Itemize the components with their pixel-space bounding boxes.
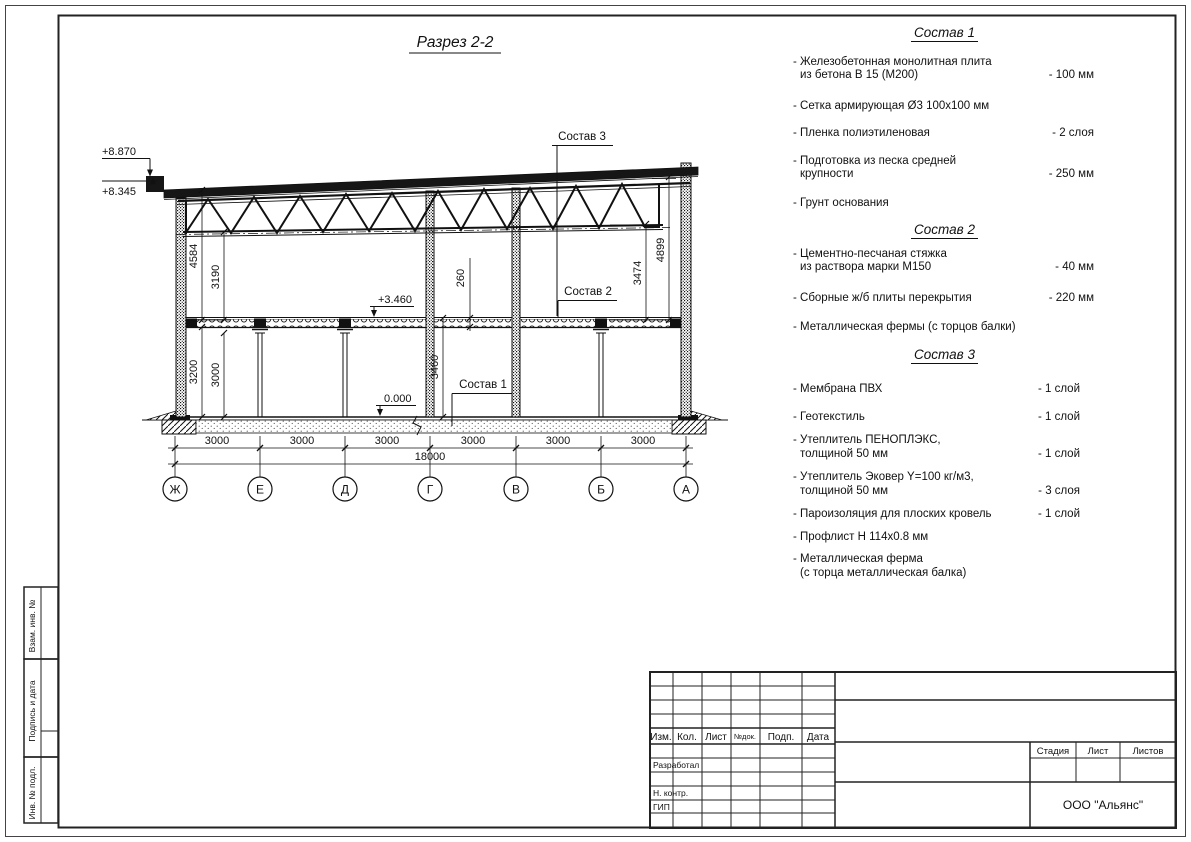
- drawing-title: [409, 34, 501, 53]
- side-stamp-labels: [27, 600, 37, 820]
- dim-span-3: 3000: [374, 435, 400, 447]
- dim-span-2: 3000: [289, 435, 315, 447]
- dim-3460: 3460: [429, 354, 441, 380]
- wall-axis-zh: [176, 198, 186, 417]
- wall-axis-v: [512, 188, 520, 417]
- page-title: Разрез 2-2: [416, 34, 494, 51]
- axis-d: Д: [340, 482, 350, 497]
- item-line1: - Сетка армирующая Ø3 100х100 мм: [793, 99, 990, 112]
- item-value: - 2 слоя: [1052, 127, 1094, 139]
- item-line2: из раствора марки М150: [800, 261, 932, 273]
- item-line1: - Профлист Н 114х0.8 мм: [793, 530, 929, 543]
- roof-package: [146, 167, 698, 200]
- tb-stage: Стадия: [1036, 746, 1070, 757]
- spec-title: [793, 348, 1096, 362]
- elevation-value: +8.345: [102, 186, 136, 198]
- leader-text: Состав 2: [564, 286, 612, 298]
- spec-item: [793, 383, 1096, 397]
- item-line1: - Цементно-песчаная стяжка: [793, 247, 947, 260]
- item-line1: - Утеплитель Эковер Y=100 кг/м3,: [793, 471, 974, 483]
- bottom-dimensions: [168, 435, 693, 477]
- tb-sheet: Лист: [1087, 746, 1109, 757]
- dim-span-1: 3000: [204, 435, 230, 447]
- spec-title-text: Состав 2: [911, 222, 978, 239]
- spec-sostav-1: [793, 26, 1096, 210]
- tb-role-developer: Разработал: [653, 760, 700, 770]
- spec-item: [793, 411, 1096, 425]
- item-line2: из бетона В 15 (М200): [800, 69, 919, 81]
- dim-260: 260: [455, 268, 467, 288]
- tb-role-gip: ГИП: [653, 802, 670, 812]
- item-line1: - Пароизоляция для плоских кровель: [793, 508, 992, 520]
- spec-item: [793, 56, 1096, 83]
- spec-item: [793, 197, 1096, 211]
- dim-total: 18000: [414, 451, 446, 463]
- spec-item: [793, 100, 1096, 114]
- leader-text: Состав 1: [459, 379, 507, 391]
- elevation-parapet: [102, 146, 153, 177]
- tb-company: ООО "Альянс": [1062, 798, 1144, 812]
- item-line2: (с торца металлическая балка): [800, 566, 967, 579]
- column: [252, 330, 268, 418]
- elevation-floor: [376, 393, 416, 416]
- tb-kol: Кол.: [677, 732, 697, 743]
- spec-item: [793, 434, 1096, 461]
- column: [593, 330, 609, 418]
- dim-span-6: 3000: [630, 435, 656, 447]
- wall-axis-g: [426, 191, 434, 417]
- leader-sostav2: [558, 286, 617, 317]
- item-value: - 40 мм: [1055, 261, 1094, 273]
- wall-axis-a: [681, 163, 691, 417]
- dim-3190: 3190: [210, 264, 222, 290]
- spec-item: [793, 471, 1096, 498]
- item-value: - 100 мм: [1048, 69, 1094, 81]
- spec-item: [793, 553, 1096, 580]
- stamp-inv: Инв. № подл.: [27, 766, 37, 820]
- stamp-vzam: Взам. инв. №: [27, 599, 37, 653]
- spec-title-text: Состав 3: [911, 347, 978, 364]
- item-line1: - Мембрана ПВХ: [793, 383, 883, 395]
- dim-3474: 3474: [632, 260, 644, 286]
- stamp-podpis: Подпись и дата: [27, 680, 37, 742]
- spec-title: [793, 26, 1096, 40]
- item-value: - 3 слоя: [1038, 484, 1080, 497]
- spec-title-text: Состав 1: [911, 25, 978, 42]
- floor-slab: [176, 416, 691, 435]
- dim-3000v: 3000: [210, 362, 222, 388]
- dim-4584: 4584: [188, 243, 200, 269]
- item-line1: - Пленка полиэтиленовая: [793, 127, 930, 139]
- item-line2: толщиной 50 мм: [800, 484, 889, 497]
- item-line1: - Грунт основания: [793, 196, 889, 209]
- dim-span-4: 3000: [460, 435, 486, 447]
- item-value: - 220 мм: [1048, 291, 1094, 304]
- tb-sheets: Листов: [1132, 746, 1164, 757]
- axis-b: Б: [597, 482, 605, 497]
- item-value: - 1 слой: [1037, 383, 1080, 395]
- item-value: - 250 мм: [1048, 168, 1094, 180]
- item-line1: - Геотекстиль: [793, 410, 865, 423]
- item-line1: - Железобетонная монолитная плита: [793, 55, 992, 68]
- item-value: - 1 слой: [1037, 410, 1080, 423]
- spec-item: [793, 531, 1096, 545]
- item-line2: крупности: [800, 168, 854, 180]
- section-view: [102, 131, 728, 501]
- item-line1: - Сборные ж/б плиты перекрытия: [793, 291, 972, 304]
- tb-role-ncontrol: Н. контр.: [653, 788, 689, 798]
- tb-ndok: №док.: [734, 732, 756, 741]
- axis-bubbles: [163, 477, 698, 501]
- item-line2: толщиной 50 мм: [800, 447, 889, 460]
- item-value: - 1 слой: [1037, 508, 1080, 520]
- spec-item: [793, 508, 1096, 522]
- material-specs: [793, 26, 1096, 580]
- spec-item: [793, 248, 1096, 275]
- tb-data: Дата: [806, 732, 830, 743]
- spec-sostav-3: [793, 348, 1096, 581]
- item-value: - 1 слой: [1037, 447, 1080, 460]
- elevation-value: +3.460: [378, 294, 412, 306]
- spec-item: [793, 127, 1096, 141]
- tb-izm: Изм.: [650, 732, 672, 743]
- item-line1: - Подготовка из песка средней: [793, 154, 957, 167]
- spec-item: [793, 292, 1096, 306]
- tb-podp: Подп.: [767, 732, 795, 743]
- leader-sostav1: [452, 379, 512, 426]
- item-line1: - Металлическая ферма: [793, 553, 923, 565]
- elevation-value: 0.000: [384, 393, 412, 405]
- axis-a: А: [681, 482, 691, 497]
- dim-span-5: 3000: [545, 435, 571, 447]
- elevation-value: +8.870: [102, 146, 136, 158]
- leader-text: Состав 3: [558, 131, 606, 143]
- item-line1: - Утеплитель ПЕНОПЛЭКС,: [793, 434, 941, 446]
- axis-zh: Ж: [169, 482, 181, 497]
- item-line1: - Металлическая фермы (с торцов балки): [793, 321, 1016, 333]
- elevation-slab: [370, 294, 414, 317]
- spec-sostav-2: [793, 223, 1096, 335]
- spec-title: [793, 223, 1096, 237]
- spec-item: [793, 155, 1096, 182]
- axis-g: Г: [426, 482, 434, 497]
- axis-v: В: [511, 482, 521, 497]
- tb-list: Лист: [705, 732, 727, 743]
- dim-4899: 4899: [655, 237, 667, 263]
- spec-item: [793, 321, 1096, 335]
- axis-e: Е: [255, 482, 265, 497]
- column: [337, 330, 353, 418]
- dim-3200: 3200: [188, 359, 200, 385]
- ground-line: [142, 411, 728, 420]
